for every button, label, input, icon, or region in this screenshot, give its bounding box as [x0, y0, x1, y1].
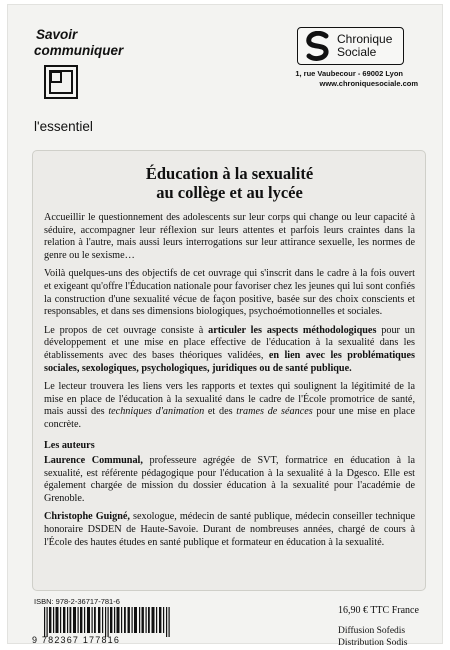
series-logo-icon: [44, 65, 78, 99]
publisher-name-line2: Sociale: [337, 45, 377, 59]
publisher-logo-icon: [304, 31, 332, 61]
publisher-address: 1, rue Vaubecour - 69002 Lyon: [295, 69, 403, 78]
publisher-name-line1: Chronique: [337, 32, 393, 46]
paragraph-4: Le lecteur trouvera les liens vers les rapports et textes qui soulignent la légitimité de la mise en place de l'éducation à la sexualité dans le cadre de l'École promotrice de santé, mais aussi des techniques d'animation et des trames de séances pour une mise en place concrète.: [44, 381, 415, 430]
distribution-info: [338, 625, 407, 649]
publisher-website: www.chroniquesociale.com: [319, 79, 418, 88]
isbn: ISBN: 978-2-36717-781-6: [34, 597, 120, 606]
series-block: [34, 27, 129, 134]
barcode-icon: [36, 607, 186, 637]
description-box: [32, 150, 426, 591]
paragraph-2: Voilà quelques-uns des objectifs de cet ouvrage qui s'inscrit dans le cadre à la fois ouvert et exigeant qu'offre l'Éducation nationale pour favoriser chez les jeunes qui lui sont confiés la construction d'une sexualité vécue de façon positive, basée sur des choix conscients et responsables, et dans ses dimensions biologiques, psychoémotionnelles et sociales.: [44, 268, 415, 318]
series-line1: Savoir: [36, 27, 78, 42]
series-name: l'essentiel: [34, 119, 93, 134]
publisher-block: [290, 27, 440, 89]
diffusion: Diffusion Sofedis: [338, 626, 406, 636]
book-title: [44, 164, 415, 202]
publisher-logo-box: [297, 27, 404, 65]
back-cover: [7, 4, 443, 648]
barcode-block: [32, 597, 192, 645]
authors-heading: Les auteurs: [44, 439, 95, 451]
author-1: Laurence Communal, professeure agrégée de SVT, formatrice en éducation à la sexualité, est référente pédagogique pour l'éducation à la sexualité à la Dgesco. Elle est également chargée de mission du dossier éducation à la sexualité pour l'académie de Grenoble.: [44, 455, 415, 504]
paragraph-3: Le propos de cet ouvrage consiste à articuler les aspects méthodologiques pour un développement et une mise en place effective de l'éducation à la sexualité dans les établissements avec des bases théoriques validées, en lien avec les problématiques sociales, sexologiques, psychologiques, juridiques ou de santé publique.: [44, 324, 415, 374]
title-line1: Éducation à la sexualité: [145, 164, 314, 183]
barcode-number: 9 782367 177816: [32, 635, 121, 645]
distribution: Distribution Sodis: [338, 638, 408, 648]
title-line2: au collège et au lycée: [156, 183, 303, 202]
series-line2: communiquer: [34, 43, 124, 58]
paragraph-1: Accueillir le questionnement des adolescents sur leur corps qui change ou leur capacité à séduire, accompagner leur réflexion sur leurs attentes et parfois leurs craintes dans la relation à l'autre, mais aussi leurs interrogations sur leur attirance sexuelle, les normes de genre ou le sexisme…: [44, 212, 415, 261]
price: 16,90 € TTC France: [338, 605, 419, 616]
author-2: Christophe Guigné, sexologue, médecin de santé publique, médecin conseiller technique honoraire DSDEN de Haute-Savoie. Durant de nombreuses années, chargé de cours à l'École des hautes études en santé publique et formateur en éducation à la sexualité.: [44, 511, 415, 548]
